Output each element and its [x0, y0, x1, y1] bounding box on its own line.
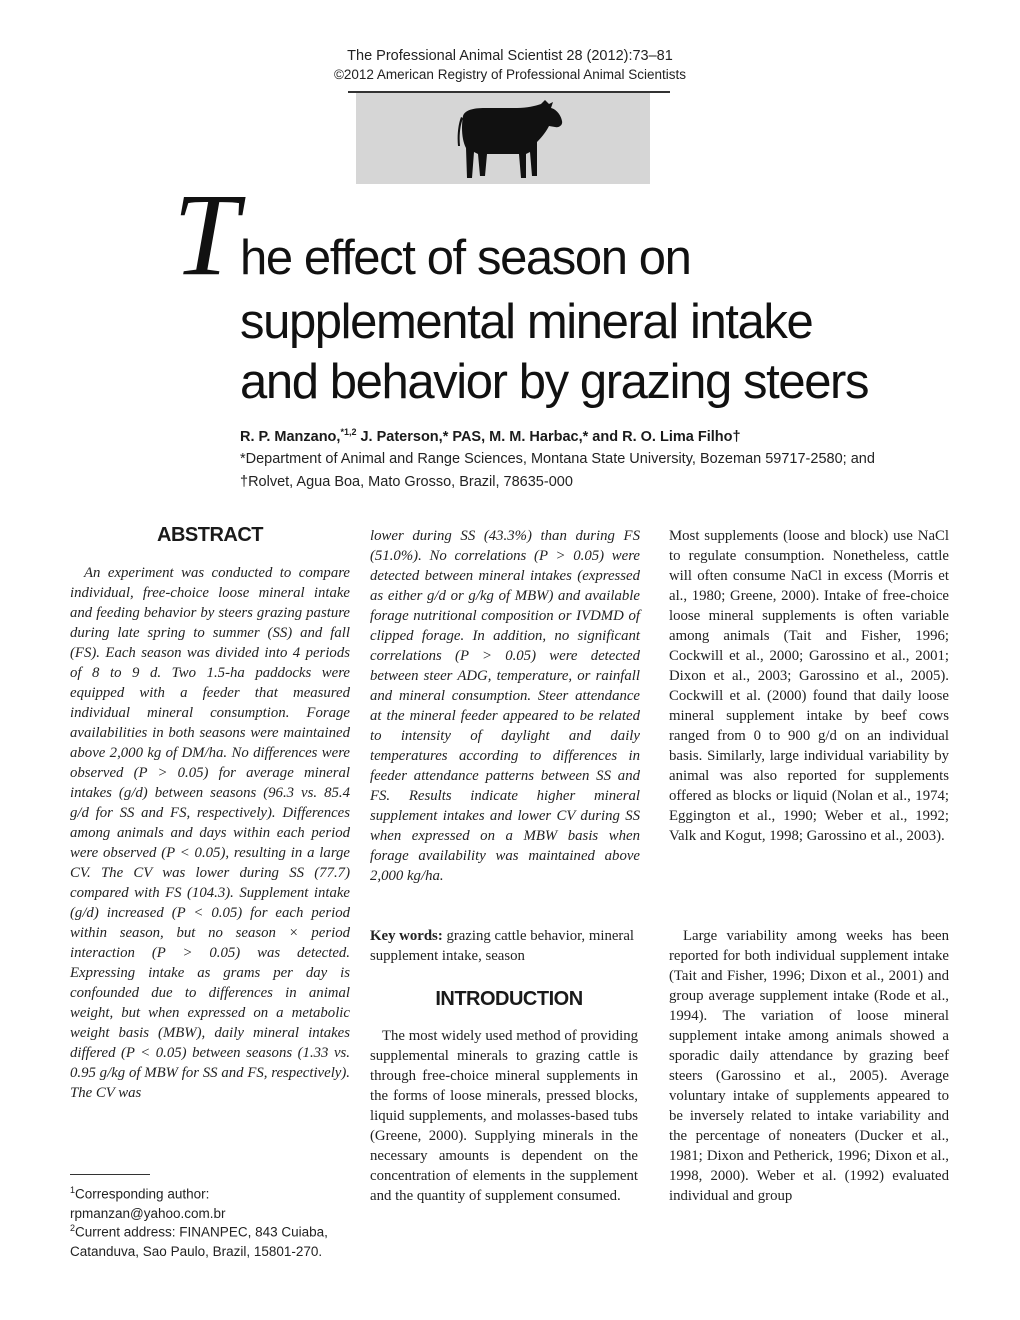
- intro-paragraph-3: Large variability among weeks has been reported for both individual supplement intake (Tait and Fisher, 1996; Dixon et al., 2001) and group average supplement intake (Rode et al., 1994). The variation of loose mineral supplement intake among animals showed a sporadic daily attendance by grazing beef steers (Garossino et al., 2005). Average voluntary intake of supplements appeared to be inversely related to intake variability and the percentage of noneaters (Ducker et al., 1981; Dixon and Petherick, 1996; Dixon et al., 1998, 2000). Weber et al. (1992) evaluated individual and group: [669, 928, 949, 1204]
- footnote-1: $^1$Corresponding author: rpmanzan@yahoo.com.br: [70, 1185, 226, 1221]
- abstract-text-part2: lower during SS (43.3%) than during FS (51.0%). No correlations (P > 0.05) were detected between mineral intakes (expressed as either g/d or g/kg of MBW) and available forage nutritional composition or IVDMD of clipped forage. In addition, no significant correlations (P > 0.05) were detected between steer ADG, temperature, or rainfall and mineral consumption. Steer attendance at the mineral feeder appeared to be related to intensity of daylight and daily temperatures according to differences in feeder attendance patterns between SS and FS. Results indicate higher mineral supplement intakes and lower CV during SS when expressed on a MBW basis when forage availability was maintained above 2,000 kg/ha.: [370, 528, 640, 884]
- title-line-1: he effect of season on: [240, 231, 691, 285]
- author-list: R. P. Manzano,$^{*1,2}$ J. Paterson,* PAS, M. M. Harbac,* and R. O. Lima Filho†: [240, 427, 741, 445]
- footnote-2: $^2$Current address: FINANPEC, 843 Cuiaba, Catanduva, Sao Paulo, Brazil, 15801-270.: [70, 1223, 328, 1259]
- abstract-text-part1: An experiment was conducted to compare individual, free-choice loose mineral intake and feeding behavior by steers grazing pasture during late spring to summer (SS) and fall (FS). Each season was divided into 4 periods of 8 to 9 d. Two 1.5-ha paddocks were equipped with a feeder that measured individual mineral consumption. Forage availabilities in both seasons were maintained above 2,000 kg of DM/ha. No differences were observed (P > 0.05) for average mineral intakes (g/d) between seasons (96.3 vs. 85.4 g/d for SS and FS, respectively). Differences among animals and days within each period were observed (P < 0.05), resulting in a large CV. The CV was lower during SS (77.7) compared with FS (104.3). Supplement intake (g/d) increased (P < 0.05) for each period within season, but no season × period interaction (P > 0.05) was detected. Expressing intake as grams per day is confounded due to differences in animal weight, but when expressed on a metabolic weight basis (MBW), daily mineral intakes differed (P < 0.05) between seasons (1.33 vs. 0.95 g/kg of MBW for SS and FS, respectively). The CV was: [70, 565, 350, 1101]
- affiliation-1: *Department of Animal and Range Sciences, Montana State University, Bozeman 59717-2580; and: [240, 451, 875, 467]
- keywords: Key words: grazing cattle behavior, mineral supplement intake, season: [370, 928, 635, 964]
- introduction-heading: INTRODUCTION: [435, 988, 583, 1010]
- title-line-3: and behavior by grazing steers: [240, 355, 869, 409]
- affiliation-2: †Rolvet, Agua Boa, Mato Grosso, Brazil, 78635-000: [240, 474, 573, 490]
- title-dropcap: T: [173, 169, 239, 300]
- intro-paragraph-1: The most widely used method of providing supplemental minerals to grazing cattle is through free-choice mineral supplements in the forms of loose minerals, pressed blocks, liquid supplements, and molasses-based tubs (Greene, 2000). Supplying minerals in the necessary amounts is dependent on the concentration of elements in the supplement and the quantity of supplement consumed.: [370, 1028, 638, 1204]
- intro-paragraph-2: Most supplements (loose and block) use NaCl to regulate consumption. Nonetheless, cattle will often consume NaCl in excess (Morris et al., 1980; Greene, 2000). Intake of free-choice loose mineral supplements is often variable among animals (Tait and Fisher, 1996; Cockwill et al., 2000; Garossino et al., 2001; Dixon et al., 2003; Garossino et al., 2005). Cockwill et al. (2000) found that daily loose mineral supplement intake by beef cows ranged from 0 to 900 g/d on an individual basis. Similarly, large individual variability by animal was also reported for supplements offered as blocks or liquid (Nolan et al., 1974; Eggington et al., 1990; Weber et al., 1992; Valk and Kogut, 1998; Garossino et al., 2003).: [669, 528, 949, 844]
- title-line-2: supplemental mineral intake: [240, 295, 813, 349]
- abstract-heading: ABSTRACT: [157, 524, 263, 546]
- footnote-rule: [70, 1174, 150, 1175]
- cow-logo-icon: [455, 96, 565, 182]
- copyright-line: ©2012 American Registry of Professional Animal Scientists: [333, 67, 687, 82]
- journal-citation: The Professional Animal Scientist 28 (2012):73–81: [347, 48, 673, 64]
